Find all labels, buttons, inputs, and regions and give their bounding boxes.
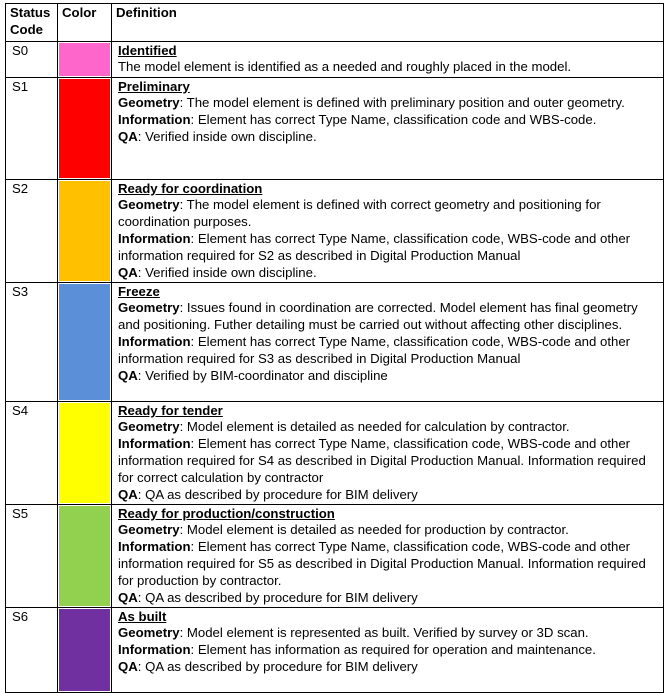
color-cell — [58, 77, 112, 179]
definition-text: The model element is identified as a needed and roughly placed in the model. — [118, 59, 572, 75]
information-label: Information — [118, 112, 191, 128]
status-code-cell: S2 — [6, 179, 58, 282]
color-swatch — [59, 284, 110, 400]
definition-cell — [112, 504, 664, 607]
definition-title: Freeze — [118, 283, 160, 299]
geometry-text: : Issues found in coordination are corrected. Model element has final geometry and positioning. Futher detailing must be carried out without affecting other disciplines. — [118, 300, 638, 333]
color-cell — [58, 504, 112, 607]
qa-label: QA — [118, 264, 138, 280]
geometry-line — [118, 625, 658, 642]
color-cell — [58, 607, 112, 692]
table-row — [6, 41, 664, 77]
header-status-code: Status Code — [6, 4, 58, 42]
definition-cell — [112, 77, 664, 179]
table-row — [6, 607, 664, 692]
qa-line — [118, 487, 658, 504]
geometry-label: Geometry — [118, 522, 180, 538]
definition-cell — [112, 607, 664, 692]
definition-title: As built — [118, 608, 167, 624]
color-cell — [58, 401, 112, 504]
color-swatch — [59, 609, 110, 691]
status-code-cell: S4 — [6, 401, 58, 504]
color-swatch — [59, 403, 110, 503]
information-text: : Element has correct Type Name, classification code, WBS-code and other information required for S4 as described in Digital Production Manual. Information required for correct calculation by contractor — [118, 436, 646, 485]
qa-text: : Verified inside own discipline. — [137, 264, 317, 280]
color-cell — [58, 179, 112, 282]
information-label: Information — [118, 333, 191, 349]
table-row — [6, 77, 664, 179]
qa-line — [118, 590, 658, 607]
information-line — [118, 642, 658, 659]
status-code-table — [5, 3, 664, 693]
qa-text: : QA as described by procedure for BIM delivery — [137, 589, 418, 605]
information-text: : Element has correct Type Name, classification code, WBS-code and other information required for S2 as described in Digital Production Manual — [118, 230, 631, 263]
geometry-text: : Model element is detailed as needed for production by contractor. — [179, 522, 569, 538]
table-row — [6, 504, 664, 607]
definition-title: Ready for coordination — [118, 180, 263, 196]
information-line — [118, 436, 658, 486]
geometry-text: : The model element is defined with preliminary position and outer geometry. — [179, 95, 625, 111]
status-code-cell: S1 — [6, 77, 58, 179]
geometry-text: : The model element is defined with correct geometry and positioning for coordination purposes. — [118, 197, 601, 230]
definition-title: Ready for tender — [118, 402, 223, 418]
definition-cell — [112, 179, 664, 282]
color-cell — [58, 41, 112, 77]
qa-text: : QA as described by procedure for BIM delivery — [137, 486, 418, 502]
definition-cell — [112, 401, 664, 504]
information-text: : Element has correct Type Name, classification code and WBS-code. — [190, 112, 597, 128]
geometry-text: : Model element is represented as built. Verified by survey or 3D scan. — [179, 625, 589, 641]
qa-text: : QA as described by procedure for BIM delivery — [137, 658, 418, 674]
information-line — [118, 539, 658, 589]
definition-cell — [112, 282, 664, 401]
information-line — [118, 231, 658, 265]
color-swatch — [59, 79, 110, 178]
table-row — [6, 282, 664, 401]
information-line — [118, 334, 658, 368]
table-row — [6, 179, 664, 282]
geometry-label: Geometry — [118, 95, 180, 111]
status-code-cell: S6 — [6, 607, 58, 692]
definition-title: Identified — [118, 42, 177, 58]
table-header-row — [6, 4, 664, 42]
geometry-label: Geometry — [118, 300, 180, 316]
definition-title: Ready for production/construction — [118, 505, 335, 521]
color-swatch — [59, 43, 110, 76]
qa-label: QA — [118, 658, 138, 674]
geometry-line — [118, 197, 658, 231]
information-text: : Element has information as required for operation and maintenance. — [190, 642, 596, 658]
geometry-line — [118, 95, 658, 112]
qa-text: : Verified inside own discipline. — [137, 128, 317, 144]
geometry-label: Geometry — [118, 419, 180, 435]
definition-title: Preliminary — [118, 78, 190, 94]
information-text: : Element has correct Type Name, classification code, WBS-code and other information required for S3 as described in Digital Production Manual — [118, 333, 631, 366]
qa-label: QA — [118, 589, 138, 605]
color-swatch — [59, 506, 110, 606]
qa-line — [118, 265, 658, 282]
color-swatch — [59, 181, 110, 281]
definition-cell — [112, 41, 664, 77]
qa-line — [118, 659, 658, 676]
qa-line — [118, 368, 658, 385]
geometry-label: Geometry — [118, 625, 180, 641]
geometry-text: : Model element is detailed as needed for calculation by contractor. — [179, 419, 570, 435]
status-code-cell: S3 — [6, 282, 58, 401]
status-code-cell: S0 — [6, 41, 58, 77]
information-line — [118, 112, 658, 129]
qa-label: QA — [118, 128, 138, 144]
qa-label: QA — [118, 367, 138, 383]
geometry-label: Geometry — [118, 197, 180, 213]
geometry-line — [118, 300, 658, 334]
information-text: : Element has correct Type Name, classification code, WBS-code and other information required for S5 as described in Digital Production Manual. Information required for production by contractor. — [118, 539, 646, 588]
table-row — [6, 401, 664, 504]
qa-label: QA — [118, 486, 138, 502]
information-label: Information — [118, 436, 191, 452]
header-color: Color — [58, 4, 112, 42]
status-code-cell: S5 — [6, 504, 58, 607]
geometry-line — [118, 419, 658, 436]
color-cell — [58, 282, 112, 401]
information-label: Information — [118, 539, 191, 555]
qa-line — [118, 129, 658, 146]
information-label: Information — [118, 642, 191, 658]
qa-text: : Verified by BIM-coordinator and discipline — [137, 367, 388, 383]
information-label: Information — [118, 230, 191, 246]
geometry-line — [118, 522, 658, 539]
header-definition: Definition — [112, 4, 664, 42]
